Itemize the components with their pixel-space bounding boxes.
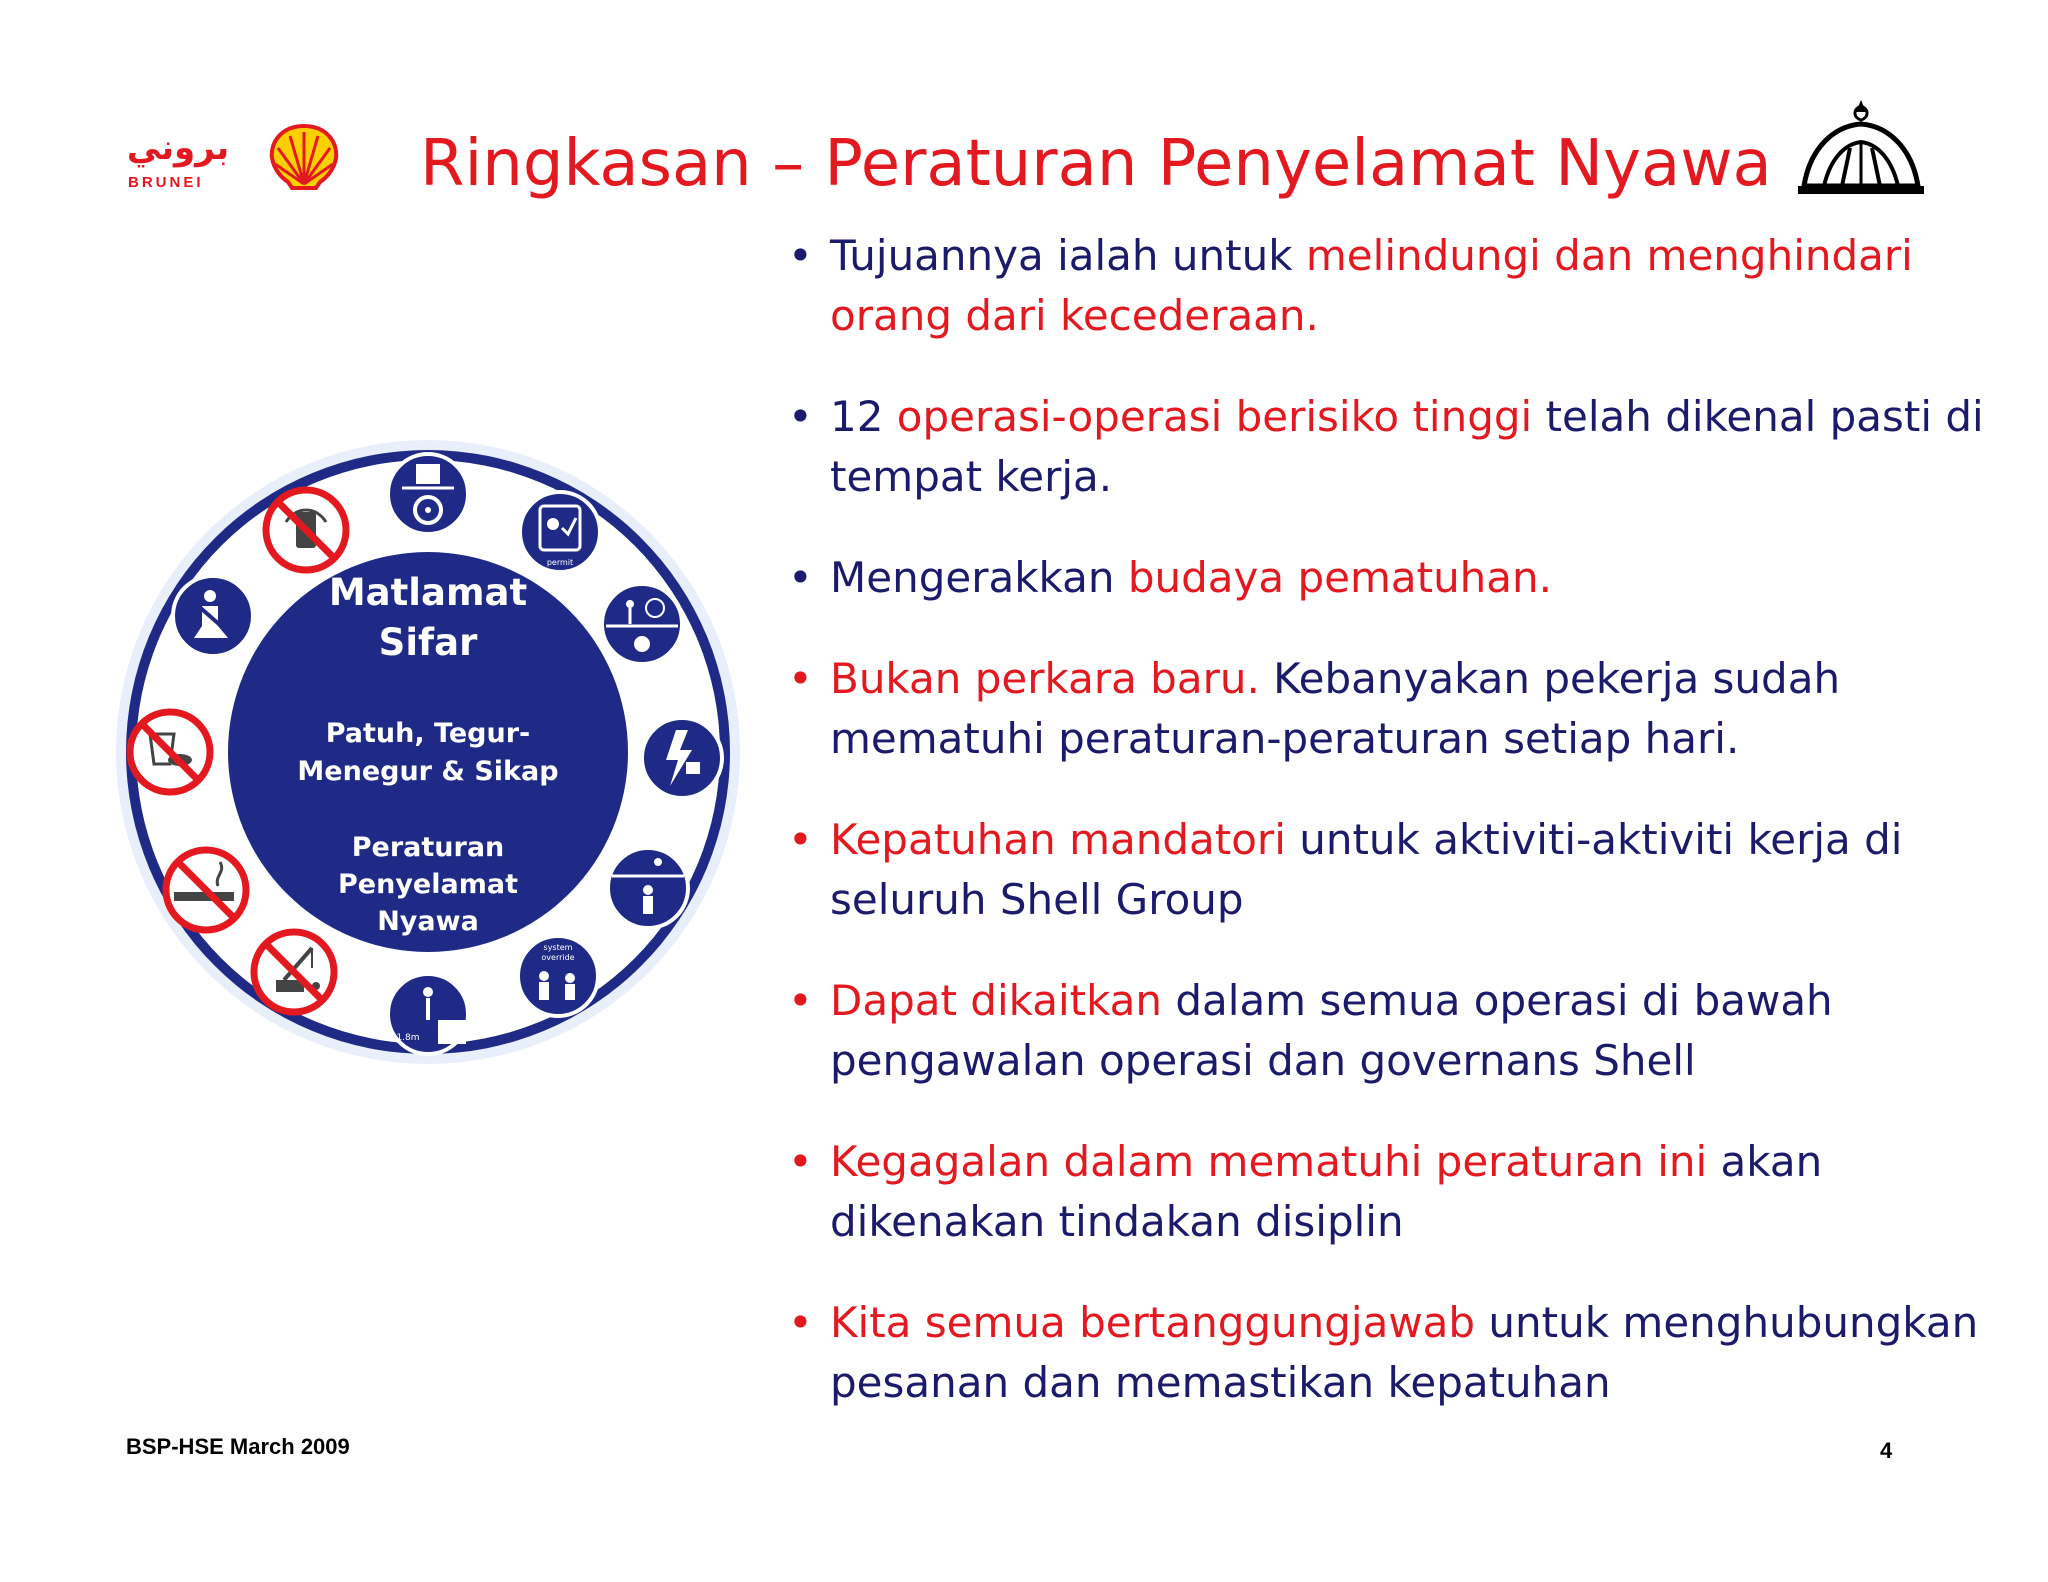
- bullet-item: [788, 649, 1988, 769]
- bullet-item: [788, 387, 1988, 507]
- life-saving-rules-wheel: [110, 420, 760, 1090]
- center-sub-line2: Menegur & Sikap: [297, 756, 559, 787]
- bullet-text: untuk aktiviti-aktiviti kerja di seluruh Shell Group: [830, 815, 1903, 924]
- no-smoking-icon: [166, 850, 246, 930]
- page-title: Ringkasan – Peraturan Penyelamat Nyawa: [420, 127, 1772, 201]
- bullet-item: [788, 1293, 1988, 1413]
- center-bottom-line3: Nyawa: [377, 906, 479, 937]
- bullet-highlight-text: Kegagalan dalam mematuhi peraturan ini: [830, 1137, 1708, 1186]
- bullet-text: Tujuannya ialah untuk: [830, 231, 1306, 280]
- confined-space-icon: [608, 848, 688, 928]
- logo-arabic-text: بروني: [126, 128, 230, 168]
- work-at-height-icon: [388, 974, 468, 1054]
- system-override-line2: override: [541, 953, 575, 962]
- center-bottom-line2: Penyelamat: [338, 869, 518, 900]
- bullet-dot: •: [788, 553, 813, 602]
- no-alcohol-drugs-icon: [130, 712, 210, 792]
- override-icon: [518, 936, 598, 1016]
- center-bottom-line1: Peraturan: [351, 832, 505, 863]
- safe-driving-icon: [388, 454, 468, 534]
- bullet-text: akan dikenakan tindakan disiplin: [830, 1137, 1823, 1246]
- no-phone-icon: [266, 490, 346, 570]
- bullet-text: 12: [830, 392, 897, 441]
- bullet-dot: •: [788, 231, 813, 280]
- bullet-highlight-text: Kita semua bertanggungjawab: [830, 1298, 1476, 1347]
- bullet-item: [788, 1132, 1988, 1252]
- seatbelt-icon: [173, 576, 253, 656]
- bullet-dot: •: [788, 976, 813, 1025]
- bullet-highlight-text: Bukan perkara baru.: [830, 654, 1260, 703]
- bullet-text: telah dikenal pasti di tempat kerja.: [830, 392, 1984, 501]
- bullet-highlight-text: melindungi dan menghindari orang dari kecederaan.: [830, 231, 1913, 340]
- bullet-item: [788, 226, 1988, 346]
- center-title-line2: Sifar: [378, 621, 478, 664]
- page-number: 4: [1880, 1438, 1893, 1463]
- brunei-shell-logo: [118, 122, 338, 202]
- bullet-item: [788, 810, 1988, 930]
- bullet-dot: •: [788, 815, 813, 864]
- center-sub-line1: Patuh, Tegur-: [325, 718, 531, 749]
- gas-test-icon: [602, 584, 682, 664]
- permit-label: permit: [546, 558, 574, 567]
- bullet-dot: •: [788, 1298, 813, 1347]
- bullet-highlight-text: Dapat dikaitkan: [830, 976, 1163, 1025]
- bullet-text: untuk menghubungkan pesanan dan memastikan kepatuhan: [830, 1298, 1979, 1407]
- footer-date: BSP-HSE March 2009: [126, 1434, 350, 1459]
- system-override-line1: system: [543, 943, 573, 952]
- height-label: 1.8m: [396, 1033, 420, 1043]
- bullet-text: Mengerakkan: [830, 553, 1128, 602]
- logo-latin-text: BRUNEI: [128, 174, 204, 191]
- bullet-highlight-text: Kepatuhan mandatori: [830, 815, 1286, 864]
- bullet-list: [788, 226, 1988, 1454]
- bullet-item: [788, 971, 1988, 1091]
- bullet-text: dalam semua operasi di bawah pengawalan operasi dan governans Shell: [830, 976, 1833, 1085]
- work-permit-icon: [520, 492, 600, 572]
- bullet-item: [788, 548, 1988, 608]
- isolation-icon: [642, 718, 722, 798]
- shell-pecten-icon: [266, 122, 342, 192]
- bullet-dot: •: [788, 1137, 813, 1186]
- lifting-operations-icon: [254, 932, 334, 1012]
- bullet-text: Kebanyakan pekerja sudah mematuhi peraturan-peraturan setiap hari.: [830, 654, 1841, 763]
- bullet-highlight-text: budaya pematuhan.: [1127, 553, 1553, 602]
- bullet-highlight-text: operasi-operasi berisiko tinggi: [896, 392, 1533, 441]
- bullet-dot: •: [788, 654, 813, 703]
- government-emblem-icon: [1794, 96, 1928, 200]
- center-title-line1: Matlamat: [328, 571, 528, 614]
- bullet-dot: •: [788, 392, 813, 441]
